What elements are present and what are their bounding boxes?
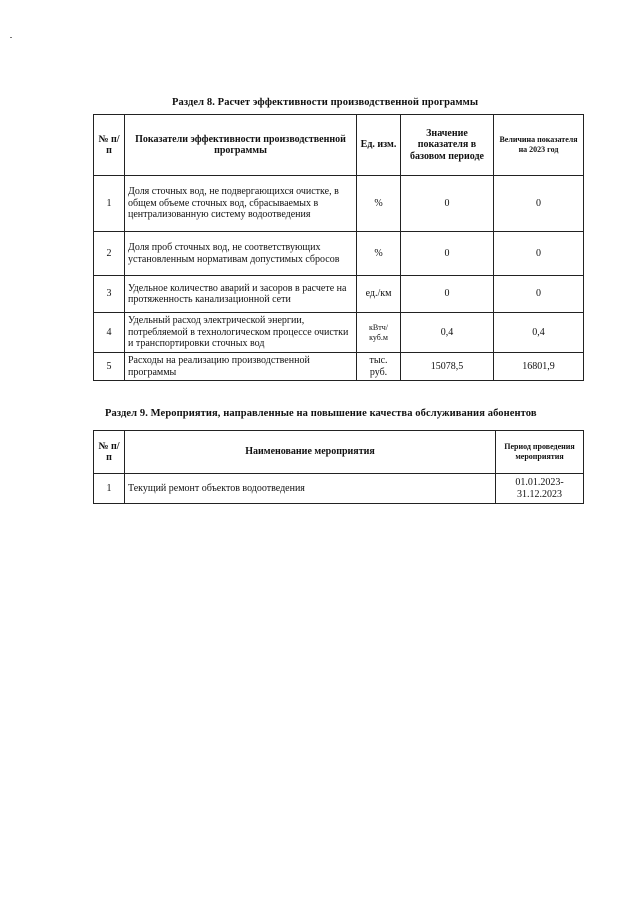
row-num: 1 xyxy=(94,176,125,232)
header-period: Период проведения мероприятия xyxy=(496,431,584,474)
row-num: 2 xyxy=(94,232,125,276)
header-num: № п/п xyxy=(94,431,125,474)
row-measure-name: Текущий ремонт объектов водоотведения xyxy=(125,474,496,504)
row-unit: ед./км xyxy=(357,276,401,313)
header-base: Значение показателя в базовом периоде xyxy=(401,115,494,176)
table-row xyxy=(94,176,584,232)
efficiency-table xyxy=(93,114,584,381)
header-indicator: Показатели эффективности производственной программы xyxy=(125,115,357,176)
row-num: 1 xyxy=(94,474,125,504)
scan-mark xyxy=(10,37,12,38)
section-8-title: Раздел 8. Расчет эффективности производственной программы xyxy=(172,97,479,108)
header-unit: Ед. изм. xyxy=(357,115,401,176)
row-num: 5 xyxy=(94,353,125,381)
row-num: 4 xyxy=(94,313,125,353)
header-target: Величина показателя на 2023 год xyxy=(494,115,584,176)
row-base: 0,4 xyxy=(401,313,494,353)
row-target: 0 xyxy=(494,176,584,232)
row-unit: кВтч/ куб.м xyxy=(357,313,401,353)
section-9-title: Раздел 9. Мероприятия, направленные на повышение качества обслуживания абонентов xyxy=(105,408,537,419)
header-num: № п/п xyxy=(94,115,125,176)
table-row xyxy=(94,474,584,504)
table-row xyxy=(94,276,584,313)
header-measure-name: Наименование мероприятия xyxy=(125,431,496,474)
table-header-row xyxy=(94,431,584,474)
table-row xyxy=(94,313,584,353)
row-unit: тыс. руб. xyxy=(357,353,401,381)
table-header-row xyxy=(94,115,584,176)
row-base: 0 xyxy=(401,176,494,232)
row-target: 0,4 xyxy=(494,313,584,353)
row-period: 01.01.2023-31.12.2023 xyxy=(496,474,584,504)
row-indicator: Расходы на реализацию производственной программы xyxy=(125,353,357,381)
row-unit: % xyxy=(357,232,401,276)
row-num: 3 xyxy=(94,276,125,313)
table-row xyxy=(94,232,584,276)
row-indicator: Доля проб сточных вод, не соответствующих установленным нормативам допустимых сбросов xyxy=(125,232,357,276)
row-base: 0 xyxy=(401,232,494,276)
row-target: 0 xyxy=(494,232,584,276)
row-target: 16801,9 xyxy=(494,353,584,381)
row-base: 0 xyxy=(401,276,494,313)
row-base: 15078,5 xyxy=(401,353,494,381)
row-indicator: Доля сточных вод, не подвергающихся очистке, в общем объеме сточных вод, сбрасываемых в централизованную систему водоотведения xyxy=(125,176,357,232)
row-indicator: Удельное количество аварий и засоров в расчете на протяженность канализационной сети xyxy=(125,276,357,313)
measures-table xyxy=(93,430,584,504)
table-row xyxy=(94,353,584,381)
row-target: 0 xyxy=(494,276,584,313)
row-indicator: Удельный расход электрической энергии, потребляемой в технологическом процессе очистки и транспортировки сточных вод xyxy=(125,313,357,353)
row-unit: % xyxy=(357,176,401,232)
